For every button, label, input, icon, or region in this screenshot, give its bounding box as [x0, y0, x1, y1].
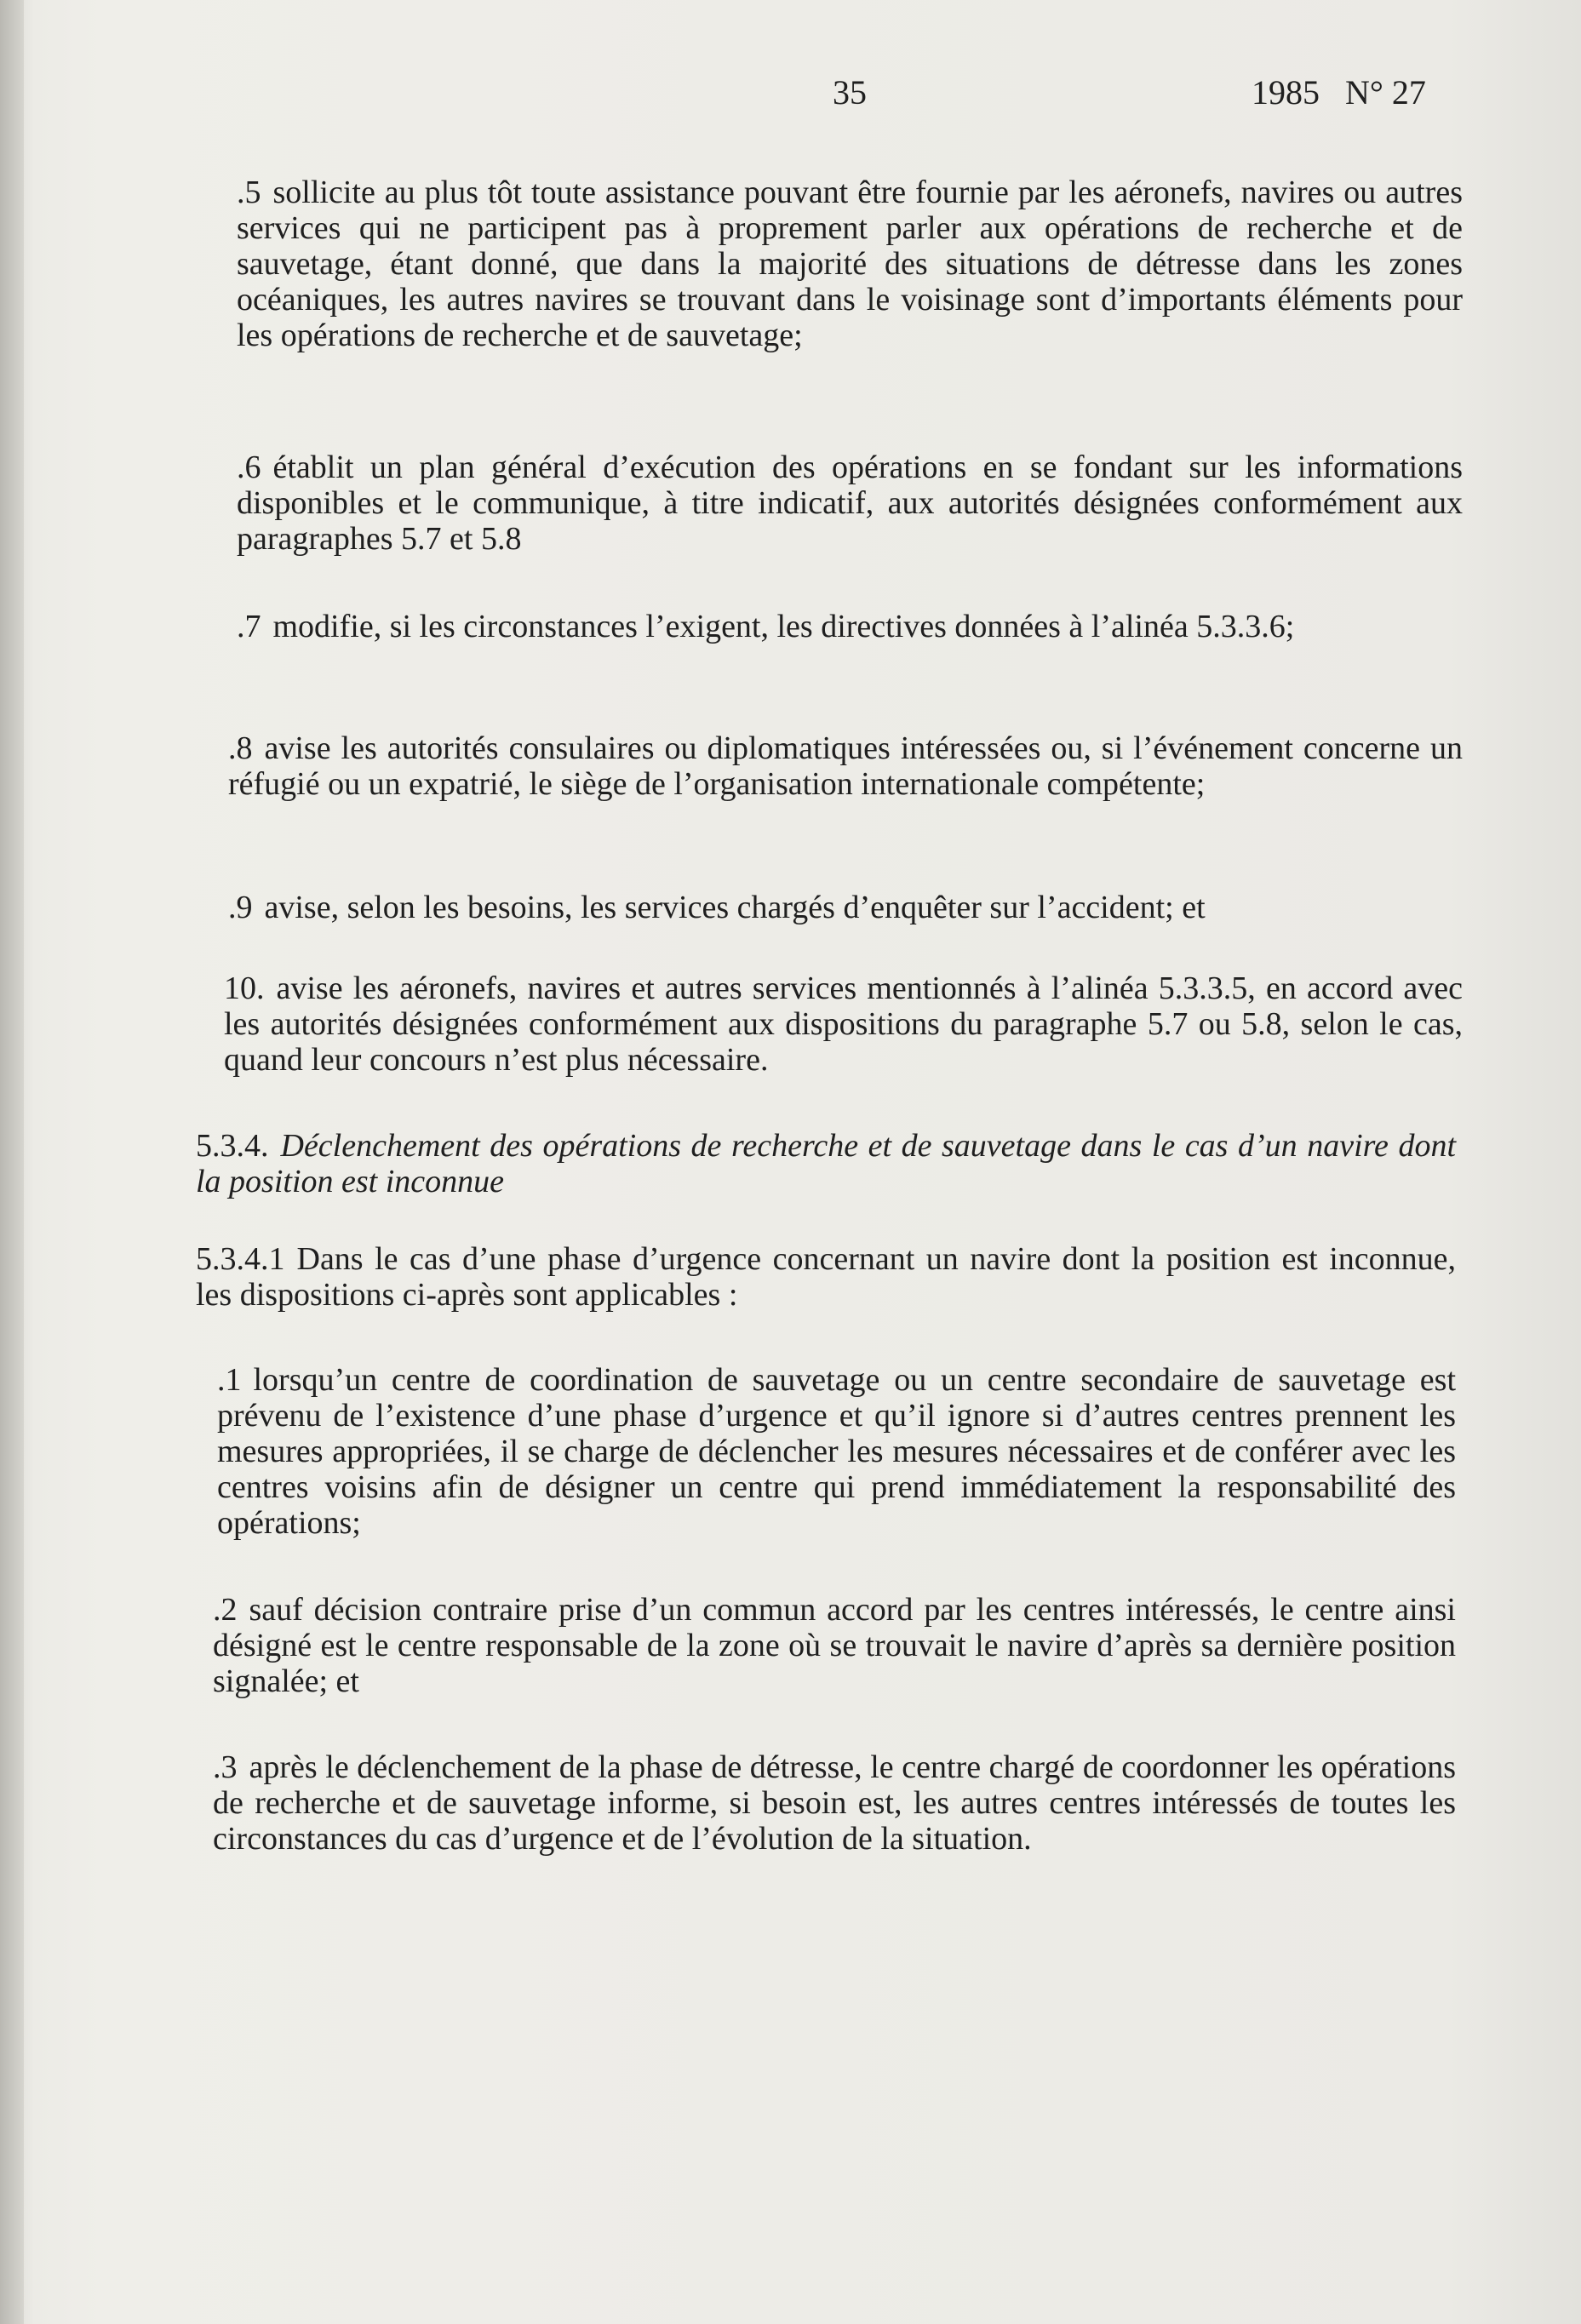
list-item — [228, 890, 1463, 925]
item-text: sauf décision contraire prise d’un commun accord par les centres intéressés, le centre ainsi désigné est le centre responsable de la zone où se trouvait le navire d’après sa dernière position signalée; et — [213, 1592, 1456, 1699]
item-text: sollicite au plus tôt toute assistance pouvant être fournie par les aéronefs, navires ou autres services qui ne participent pas à proprement parler aux opérations de recherche et de sauvetage, étant donné, que dans la majorité des situations de détresse dans les zones océaniques, les autres navires se trouvant dans le voisinage sont d’importants éléments pour les opérations de recherche et de sauvetage; — [237, 175, 1463, 353]
item-number: 10. — [224, 970, 265, 1006]
item-text: avise, selon les besoins, les services chargés d’enquêter sur l’accident; et — [264, 890, 1206, 925]
list-item — [228, 730, 1463, 802]
item-text: modifie, si les circonstances l’exigent, les directives données à l’alinéa 5.3.3.6; — [272, 609, 1295, 644]
item-text: avise les autorités consulaires ou diplomatiques intéressées ou, si l’événement concerne un réfugié ou un expatrié, le siège de l’organisation internationale compétente; — [228, 730, 1463, 802]
item-number: .9 — [228, 890, 253, 925]
list-item — [224, 970, 1463, 1078]
list-item — [237, 609, 1463, 644]
item-number: .1 — [217, 1362, 242, 1398]
item-number: .2 — [213, 1592, 238, 1628]
list-item — [213, 1592, 1456, 1699]
item-number: .7 — [237, 609, 261, 644]
list-item — [237, 449, 1463, 557]
item-number: .6 — [237, 449, 261, 485]
list-item — [217, 1362, 1456, 1541]
section-number: 5.3.4. — [196, 1128, 269, 1164]
subsection-number: 5.3.4.1 — [196, 1241, 285, 1277]
section-heading — [196, 1128, 1456, 1199]
item-number: .8 — [228, 730, 253, 766]
page-number: 35 — [833, 73, 867, 112]
subsection-text: Dans le cas d’une phase d’urgence concernant un navire dont la position est inconnue, les dispositions ci-après sont applicables : — [196, 1241, 1456, 1313]
subsection-paragraph — [196, 1241, 1456, 1313]
item-number: .5 — [237, 175, 261, 210]
item-text: lorsqu’un centre de coordination de sauvetage ou un centre secondaire de sauvetage est prévenu de l’existence d’une phase d’urgence et qu’il ignore si d’autres centres prennent les mesures appropriées, il se charge de déclencher les mesures nécessaires et de conférer avec les centres voisins afin de désigner un centre qui prend immédiatement la responsabilité des opérations; — [217, 1362, 1456, 1541]
list-item — [213, 1749, 1456, 1857]
list-item — [237, 175, 1463, 353]
item-number: .3 — [213, 1749, 238, 1785]
item-text: avise les aéronefs, navires et autres services mentionnés à l’alinéa 5.3.3.5, en accord avec les autorités désignées conformément aux dispositions du paragraphe 5.7 ou 5.8, selon le cas, quand leur concours n’est plus nécessaire. — [224, 970, 1463, 1078]
section-title: Déclenchement des opérations de recherche et de sauvetage dans le cas d’un navire dont la position est inconnue — [196, 1128, 1456, 1199]
item-text: après le déclenchement de la phase de détresse, le centre chargé de coordonner les opérations de recherche et de sauvetage informe, si besoin est, les autres centres intéressés de toutes les circonstances du cas d’urgence et de l’évolution de la situation. — [213, 1749, 1456, 1857]
item-text: établit un plan général d’exécution des opérations en se fondant sur les informations disponibles et le communique, à titre indicatif, aux autorités désignées conformément aux paragraphes 5.7 et 5.8 — [237, 449, 1463, 557]
gazette-year-number: 1985 N° 27 — [1252, 73, 1426, 112]
